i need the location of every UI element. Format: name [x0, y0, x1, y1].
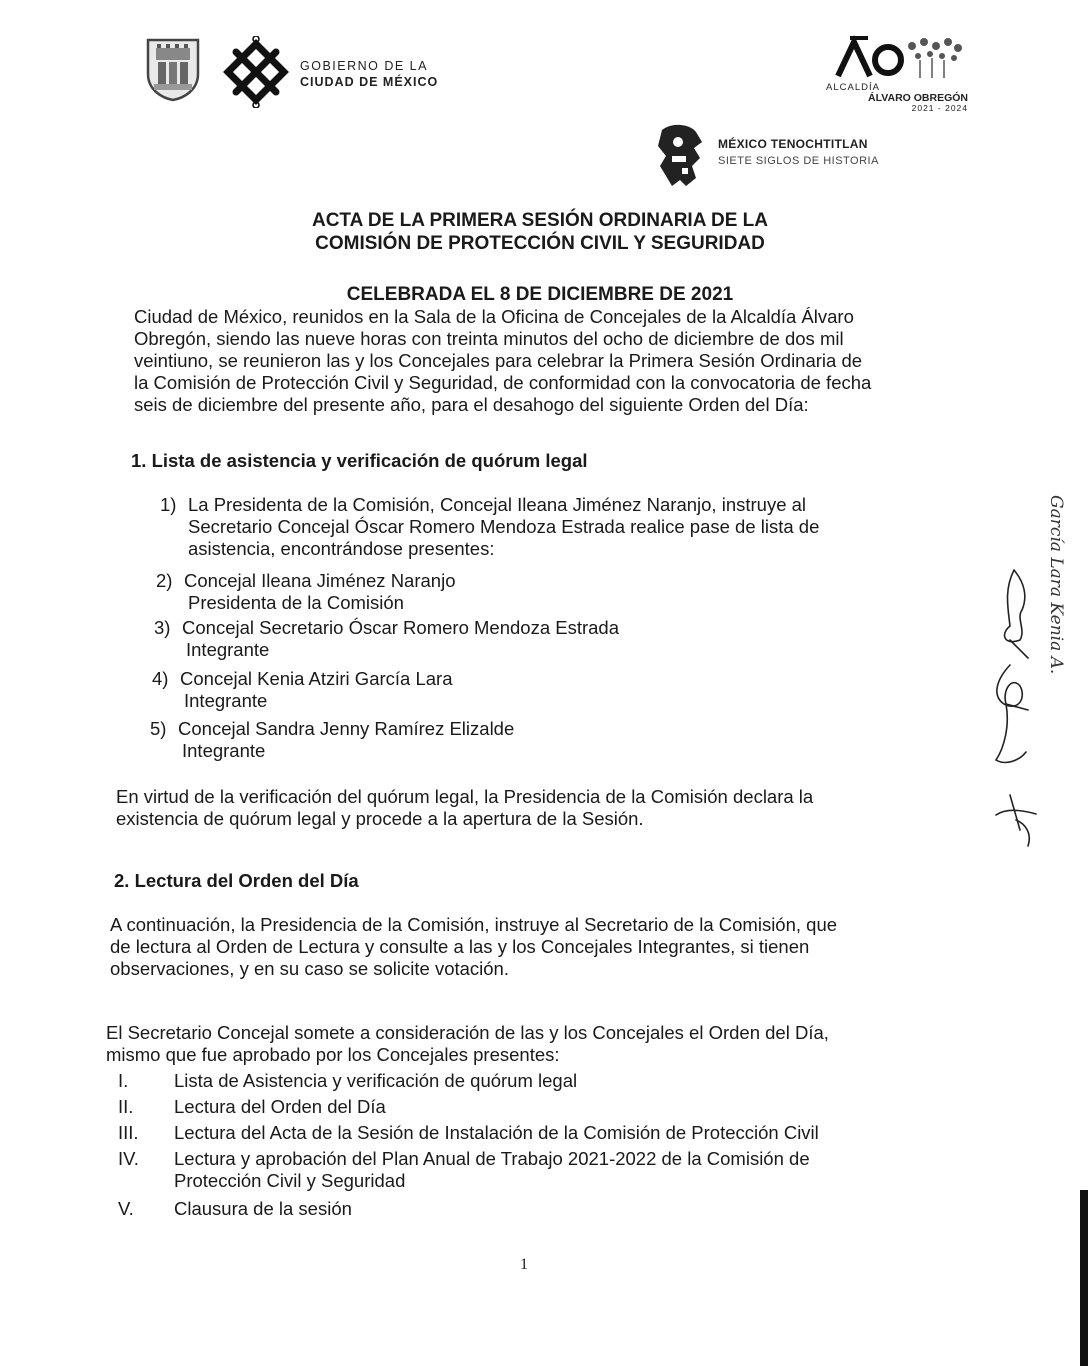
list-item-line: Secretario Concejal Óscar Romero Mendoza Estrada realice pase de lista de: [188, 516, 820, 537]
approval-line: mismo que fue aprobado por los Concejales presentes:: [106, 1044, 560, 1065]
quorum-line: En virtud de la verificación del quórum legal, la Presidencia de la Comisión declara la: [116, 786, 814, 807]
list-item-number: 1): [160, 494, 177, 515]
agenda-text: Clausura de la sesión: [174, 1198, 352, 1219]
section2-heading: 2. Lectura del Orden del Día: [114, 870, 359, 891]
handwritten-name: García Lara Kenia A.: [1046, 495, 1066, 675]
agenda-text: Lectura y aprobación del Plan Anual de Trabajo 2021-2022 de la Comisión de: [174, 1148, 810, 1169]
member-name: Concejal Sandra Jenny Ramírez Elizalde: [178, 718, 515, 739]
document-title: [240, 209, 840, 255]
reading-paragraph: [110, 914, 952, 980]
member-role: Presidenta de la Comisión: [188, 592, 404, 613]
member-entry: [152, 668, 453, 712]
government-name: [300, 58, 438, 90]
intro-line: seis de diciembre del presente año, para el desahogo del siguiente Orden del Día:: [134, 394, 809, 415]
member-name: Concejal Ileana Jiménez Naranjo: [184, 570, 456, 591]
intro-line: Obregón, siendo las nueve horas con treinta minutos del ocho de diciembre de dos mil: [134, 328, 844, 349]
member-entry: [154, 617, 619, 661]
agenda-number: I.: [118, 1070, 129, 1091]
alcaldia-line1: ALCALDÍA: [826, 82, 880, 93]
alcaldia-line2: ÁLVARO OBREGÓN: [868, 92, 968, 104]
scan-edge-shadow: [1080, 1190, 1088, 1366]
agenda-item: [110, 1070, 960, 1096]
session-date: CELEBRADA EL 8 DE DICIEMBRE DE 2021: [346, 284, 734, 305]
member-number: 4): [152, 668, 169, 689]
alcaldia-name: [800, 83, 968, 113]
title-line2: COMISIÓN DE PROTECCIÓN CIVIL Y SEGURIDAD: [315, 233, 765, 254]
agenda-text-continued: Protección Civil y Seguridad: [174, 1170, 406, 1191]
agenda-text: Lista de Asistencia y verificación de quórum legal: [174, 1070, 578, 1091]
approval-line: El Secretario Concejal somete a consideración de las y los Concejales el Orden del Día,: [106, 1022, 829, 1043]
member-role: Integrante: [184, 690, 268, 711]
list-item: [160, 494, 950, 560]
member-number: 5): [150, 718, 167, 739]
intro-line: Ciudad de México, reunidos en la Sala de la Oficina de Concejales de la Alcaldía Álvaro: [134, 306, 854, 327]
government-line2: CIUDAD DE MÉXICO: [300, 75, 439, 89]
header: [0, 0, 1088, 200]
agenda-number: IV.: [118, 1148, 139, 1169]
government-line1: GOBIERNO DE LA: [300, 59, 428, 73]
agenda-item: [110, 1198, 960, 1224]
reading-line: observaciones, y en su caso se solicite votación.: [110, 958, 509, 979]
reading-line: A continuación, la Presidencia de la Comisión, instruye al Secretario de la Comisión, que: [110, 914, 838, 935]
agenda-list: [110, 1070, 960, 1224]
agenda-item: [110, 1148, 960, 1198]
intro-line: veintiuno, se reunieron las y los Concejales para celebrar la Primera Sesión Ordinaria de: [134, 350, 863, 371]
reading-line: de lectura al Orden de Lectura y consulte a las y los Concejales Integrantes, si tienen: [110, 936, 810, 957]
approval-paragraph: [106, 1022, 952, 1066]
member-number: 2): [156, 570, 173, 591]
alcaldia-logo-icon: [830, 32, 966, 82]
list-item-line: asistencia, encontrándose presentes:: [188, 538, 495, 559]
member-name: Concejal Kenia Atziri García Lara: [180, 668, 453, 689]
member-role: Integrante: [182, 740, 266, 761]
member-entry: [156, 570, 455, 614]
list-item-line: La Presidenta de la Comisión, Concejal Ileana Jiménez Naranjo, instruye al: [188, 494, 807, 515]
agenda-number: V.: [118, 1198, 134, 1219]
agenda-item: [110, 1096, 960, 1122]
agenda-text: Lectura del Orden del Día: [174, 1096, 386, 1117]
member-name: Concejal Secretario Óscar Romero Mendoza Estrada: [182, 617, 619, 638]
quorum-paragraph: [116, 786, 950, 830]
intro-line: la Comisión de Protección Civil y Seguridad, de conformidad con la convocatoria de fecha: [134, 372, 872, 393]
title-line1: ACTA DE LA PRIMERA SESIÓN ORDINARIA DE LA: [311, 210, 768, 231]
tenochtitlan-text: [718, 136, 879, 170]
city-shield-icon: [144, 36, 202, 102]
agenda-text: Lectura del Acta de la Sesión de Instalación de la Comisión de Protección Civil: [174, 1122, 819, 1143]
section1-heading: 1. Lista de asistencia y verificación de quórum legal: [131, 450, 588, 471]
page-number: 1: [520, 1256, 528, 1273]
member-entry: [150, 718, 514, 762]
alcaldia-years: 2021 - 2024: [911, 103, 968, 113]
agenda-number: III.: [118, 1122, 139, 1143]
member-role: Integrante: [186, 639, 270, 660]
tenochtitlan-line2: SIETE SIGLOS DE HISTORIA: [718, 155, 879, 167]
quorum-line: existencia de quórum legal y procede a la apertura de la Sesión.: [116, 808, 644, 829]
agenda-item: [110, 1122, 960, 1148]
tenochtitlan-glyph-icon: [652, 122, 712, 190]
agenda-number: II.: [118, 1096, 134, 1117]
intro-paragraph: [134, 306, 948, 416]
member-number: 3): [154, 617, 171, 638]
cdmx-logo-icon: [220, 36, 292, 108]
tenochtitlan-line1: MÉXICO TENOCHTITLAN: [718, 137, 868, 151]
